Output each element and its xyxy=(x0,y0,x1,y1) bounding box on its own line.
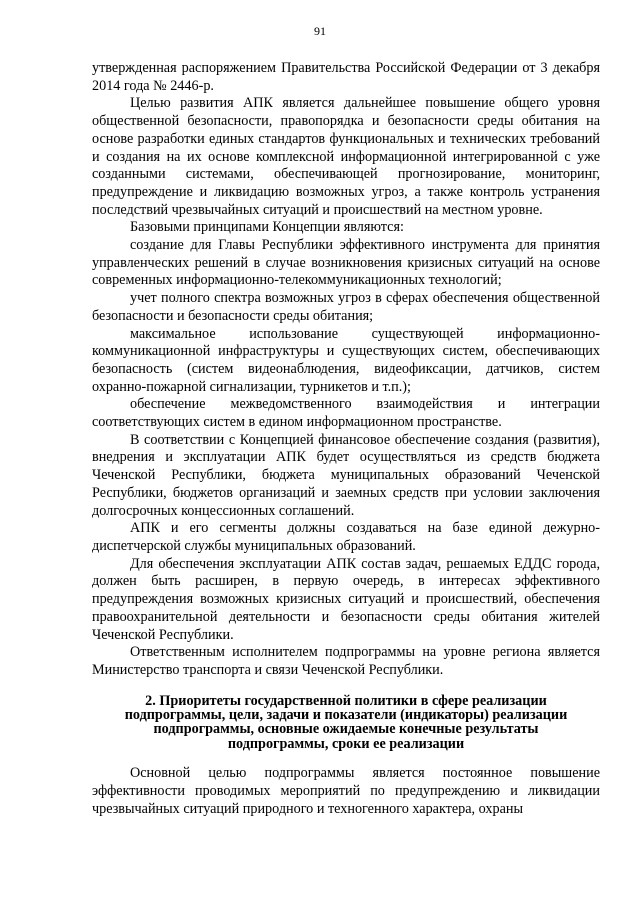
paragraph: Основной целью подпрограммы является постоянное повышение эффективности проводимых мероприятий по предупреждению и ликвидации чрезвычайных ситуаций природного и техногенного характера, охраны xyxy=(92,765,600,817)
paragraph: АПК и его сегменты должны создаваться на базе единой дежурно-диспетчерской службы муниципальных образований. xyxy=(92,520,600,554)
paragraph: В соответствии с Концепцией финансовое обеспечение создания (развития), внедрения и эксплуатации АПК будет осуществляться из средств бюджета Чеченской Республики, бюджета муниципальных образований Чеченской Республики, бюджетов организаций и заемных средств при условии заключения долгосрочных концессионных соглашений. xyxy=(92,431,600,519)
paragraph: Целью развития АПК является дальнейшее повышение общего уровня общественной безопасности, правопорядка и безопасности среды обитания на основе разработки единых стандартов функциональных и технических требований и создания на их основе комплексной информационной интегрированной с уже созданными системами, обеспечивающей прогнозирование, мониторинг, предупреждение и ликвидацию возможных угроз, а также контроль устранения последствий чрезвычайных ситуаций и происшествий на местном уровне. xyxy=(92,95,600,218)
document-body xyxy=(92,60,600,818)
list-item: создание для Главы Республики эффективного инструмента для принятия управленческих решений в случае возникновения кризисных ситуаций на основе современных информационно-телекоммуникационных технологий; xyxy=(92,237,600,289)
section-heading: 2. Приоритеты государственной политики в сфере реализации подпрограммы, цели, задачи и показатели (индикаторы) реализации подпрограммы, основные ожидаемые конечные результаты подпрограммы, сроки ее реализации xyxy=(124,692,568,752)
list-item: учет полного спектра возможных угроз в сферах обеспечения общественной безопасности и безопасности среды обитания; xyxy=(92,290,600,324)
list-item: обеспечение межведомственного взаимодействия и интеграции соответствующих систем в едином информационном пространстве. xyxy=(92,396,600,431)
page-number: 91 xyxy=(314,24,326,38)
paragraph: Для обеспечения эксплуатации АПК состав задач, решаемых ЕДДС города, должен быть расширен, в первую очередь, в интересах эффективного предупреждения возможных кризисных ситуаций и происшествий, обеспечения правоохранительной деятельности и безопасности среды обитания жителей Чеченской Республики. xyxy=(92,555,600,643)
list-item: максимальное использование существующей информационно-коммуникационной инфраструктуры и существующих систем, обеспечивающих безопасность (систем видеонаблюдения, видеофиксации, датчиков, систем охранно-пожарной сигнализации, турникетов и т.п.); xyxy=(92,325,600,395)
paragraph: Базовыми принципами Концепции являются: xyxy=(130,219,404,236)
paragraph: Ответственным исполнителем подпрограммы на уровне региона является Министерство транспорта и связи Чеченской Республики. xyxy=(92,644,600,678)
paragraph: утвержденная распоряжением Правительства Российской Федерации от 3 декабря 2014 года № 2446-р. xyxy=(92,60,600,94)
